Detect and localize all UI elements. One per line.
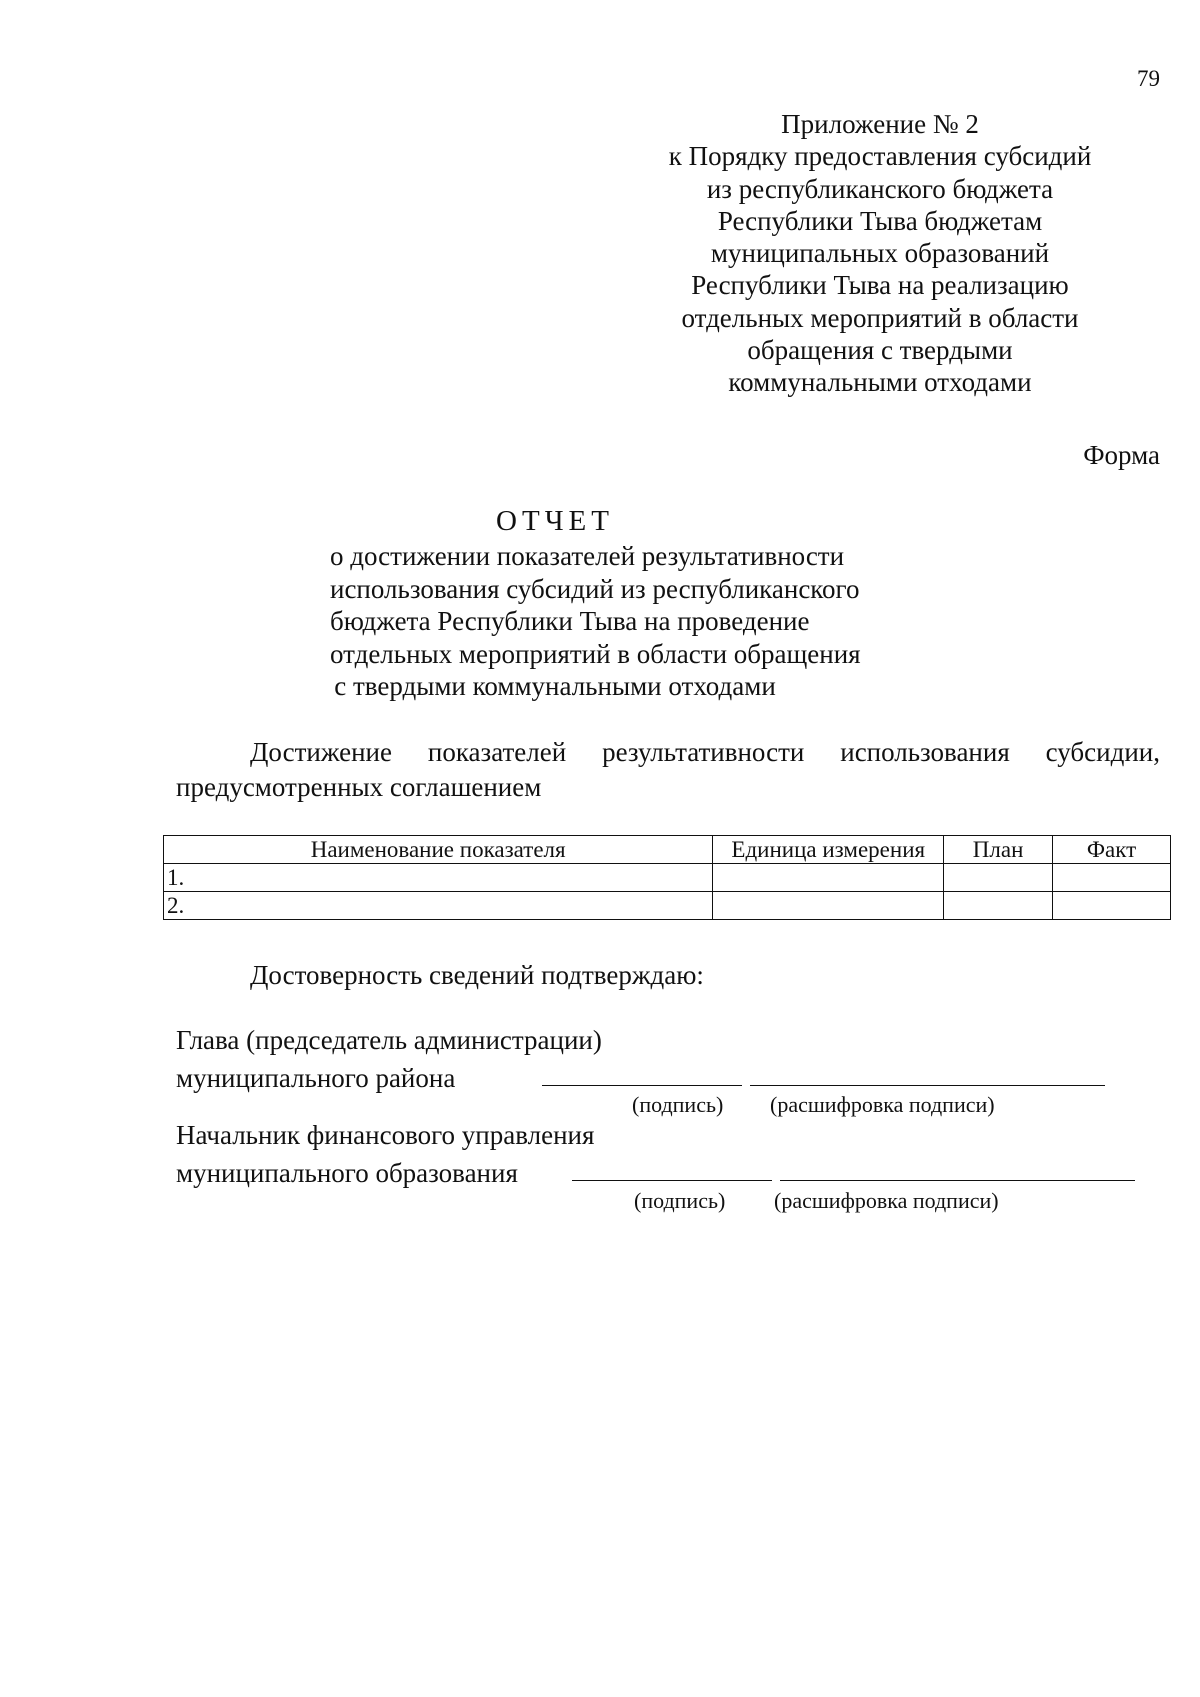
table-cell [713, 864, 944, 892]
report-title: ОТЧЕТ [496, 505, 614, 537]
column-header-plan: План [944, 836, 1053, 864]
appendix-header [640, 108, 1120, 399]
signature-line [542, 1085, 742, 1086]
decryption-caption: (расшифровка подписи) [770, 1092, 995, 1117]
column-header-indicator-name: Наименование показателя [164, 836, 713, 864]
appendix-line: Республики Тыва на реализацию [691, 270, 1069, 301]
signatory-title-finance [176, 1117, 594, 1192]
indicators-table [163, 835, 1171, 920]
table-cell [1053, 892, 1171, 920]
signatory-title-line: муниципального района [176, 1062, 456, 1093]
signatory-title-head [176, 1022, 602, 1097]
signatory-title-line: Начальник финансового управления [176, 1120, 595, 1150]
signature-line [572, 1180, 772, 1181]
signature-decryption-line [780, 1180, 1135, 1181]
report-subtitle-line: использования субсидий из республиканского [330, 573, 860, 604]
table-cell [944, 864, 1053, 892]
appendix-line: к Порядку предоставления субсидий [668, 141, 1092, 172]
report-subtitle [330, 540, 861, 703]
table-cell [1053, 864, 1171, 892]
intro-paragraph-line-2: предусмотренных соглашением [176, 772, 542, 802]
decryption-caption: (расшифровка подписи) [774, 1188, 999, 1213]
report-subtitle-line: о достижении показателей результативности [330, 541, 845, 571]
signatory-title-line: Глава (председатель администрации) [176, 1025, 602, 1055]
form-label: Форма [1083, 440, 1160, 470]
table-header-row [164, 836, 1171, 864]
appendix-line: обращения с твердыми [747, 335, 1013, 366]
appendix-line: Республики Тыва бюджетам [717, 205, 1043, 236]
report-subtitle-line: с твердыми коммунальными отходами [334, 671, 776, 701]
appendix-line: коммунальными отходами [728, 367, 1032, 398]
table-row [164, 892, 1171, 920]
appendix-line: муниципальных образований [710, 238, 1050, 269]
signature-caption: (подпись) [632, 1092, 724, 1117]
signatory-title-line: муниципального образования [176, 1157, 518, 1188]
signature-caption: (подпись) [634, 1188, 726, 1213]
table-row [164, 864, 1171, 892]
confirmation-statement: Достоверность сведений подтверждаю: [250, 960, 704, 990]
appendix-line: из республиканского бюджета [706, 173, 1054, 204]
intro-paragraph-line-1: Достижение показателей результативности использования субсидии, [250, 737, 1160, 767]
table-cell [713, 892, 944, 920]
signature-decryption-line [750, 1085, 1105, 1086]
appendix-line: Приложение № 2 [781, 109, 979, 139]
appendix-line: отдельных мероприятий в области [681, 302, 1079, 333]
page-number: 79 [1137, 66, 1160, 91]
report-subtitle-line: отдельных мероприятий в области обращения [330, 638, 861, 669]
report-subtitle-line: бюджета Республики Тыва на проведение [330, 606, 810, 636]
column-header-unit: Единица измерения [713, 836, 944, 864]
column-header-fact: Факт [1053, 836, 1171, 864]
table-cell [944, 892, 1053, 920]
table-cell: 1. [164, 864, 713, 892]
table-cell: 2. [164, 892, 713, 920]
